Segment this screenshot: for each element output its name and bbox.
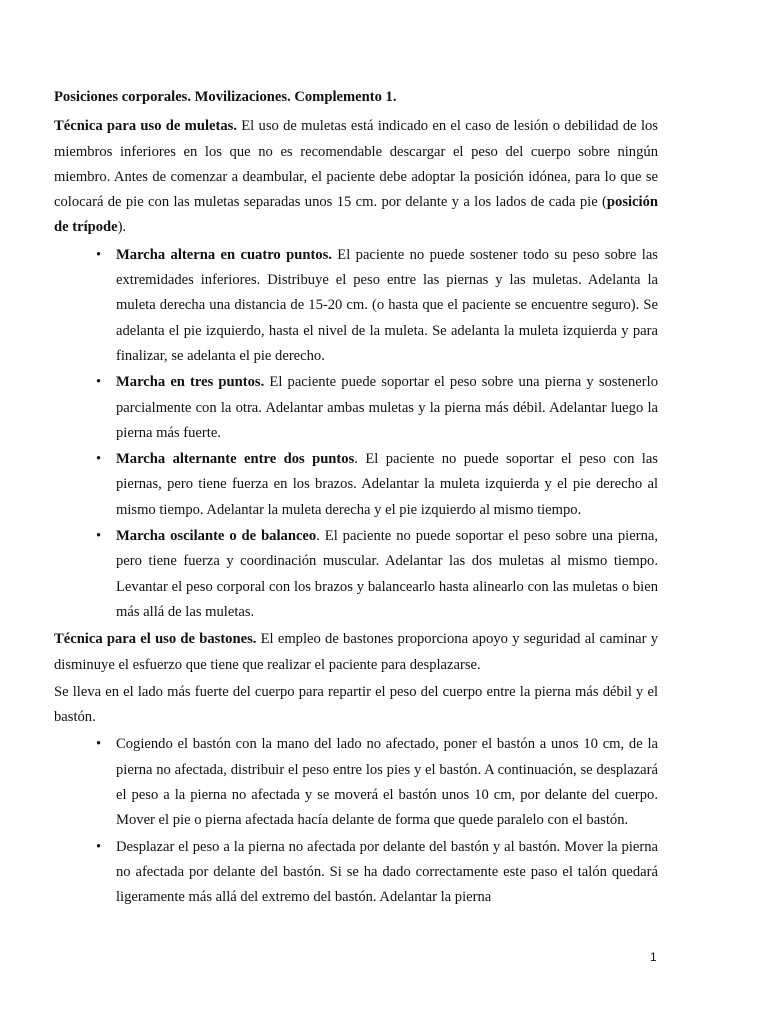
list-item — [54, 370, 658, 446]
list-item — [54, 835, 658, 911]
cane-technique-text: El empleo de bastones proporciona apoyo y seguridad al caminar y disminuye el esfuerzo que tiene que realizar el paciente para desplazarse. — [54, 631, 659, 673]
gait-description: El paciente no puede sostener todo su peso sobre las extremidades inferiores. Distribuye el peso entre las piernas y las muletas. Adelanta la muleta derecha una distancia de 15-20 cm. (o hasta que el paciente se encuentre seguro). Se adelanta el pie izquierdo, hasta el nivel de la muleta. Se adelanta la muleta izquierda y para finalizar, se adelanta el pie derecho. — [116, 246, 658, 364]
crutch-technique-heading: Técnica para uso de muletas. — [54, 118, 237, 135]
bullet-icon: • — [96, 451, 102, 468]
cane-technique-paragraph — [54, 627, 658, 678]
gait-description: . El paciente no puede soportar el peso con las piernas, pero tiene fuerza en los brazos. Adelantar la muleta izquierda y el pie derecho al mismo tiempo. Adelantar la muleta derecha y el pie izquierdo al mismo tiempo. — [116, 451, 658, 518]
crutch-gait-list — [54, 243, 658, 625]
tripod-position-term: posición de trípode — [54, 194, 658, 236]
crutch-technique-text-end: ). — [117, 219, 127, 236]
crutch-technique-text: El uso de muletas está indicado en el caso de lesión o debilidad de los miembros inferiores en los que no es recomendable descargar el peso del cuerpo sobre ningún miembro. Antes de comenzar a deambular, el paciente debe adoptar la posición idónea, para lo que se colocará de pie con las muletas separadas unos 15 cm. por delante y a los lados de cada pie ( — [54, 118, 658, 211]
bullet-icon: • — [96, 374, 102, 391]
gait-name: Marcha alternante entre dos puntos — [116, 451, 355, 468]
cane-technique-heading: Técnica para el uso de bastones. — [54, 631, 257, 648]
bullet-icon: • — [96, 528, 102, 545]
bullet-icon: • — [96, 736, 102, 753]
list-item — [54, 243, 658, 369]
gait-description: El paciente puede soportar el peso sobre una pierna y sostenerlo parcialmente con la otra. Adelantar ambas muletas y la pierna más débil. Adelantar luego la pierna más fuerte. — [116, 374, 658, 441]
gait-name: Marcha en tres puntos. — [116, 374, 265, 391]
cane-step-text: Desplazar el peso a la pierna no afectada por delante del bastón y al bastón. Mover la pierna no afectada por delante del bastón. Si se ha dado correctamente este paso el talón quedará ligeramente más allá del extremo del bastón. Adelantar la pierna — [116, 838, 658, 906]
page-number: 1 — [650, 950, 657, 964]
cane-step-text: Cogiendo el bastón con la mano del lado no afectado, poner el bastón a unos 10 cm, de la pierna no afectada, distribuir el peso entre los pies y el bastón. A continuación, se desplazará el peso a la pierna no afectada y se moverá el bastón unos 10 cm, por delante del cuerpo. Mover el pie o pierna afectada hacía delante de forma que quede paralelo con el bastón. — [116, 736, 658, 829]
bullet-icon: • — [96, 246, 102, 263]
document-title: Posiciones corporales. Movilizaciones. Complemento 1. — [54, 89, 397, 105]
gait-description: . El paciente no puede soportar el peso sobre una pierna, pero tiene fuerza y coordinación muscular. Adelantar las dos muletas al mismo tiempo. Levantar el peso corporal con los brazos y balancearlo hasta alinearlo con las muletas o bien más allá de las muletas. — [116, 528, 658, 620]
list-item — [54, 447, 658, 523]
list-item — [54, 524, 658, 625]
list-item — [54, 732, 658, 833]
cane-usage-paragraph: Se lleva en el lado más fuerte del cuerpo para repartir el peso del cuerpo entre la pierna más débil y el bastón. — [54, 683, 658, 726]
document-body — [54, 85, 658, 913]
crutch-technique-paragraph — [54, 114, 658, 240]
gait-name: Marcha alterna en cuatro puntos. — [116, 246, 332, 263]
gait-name: Marcha oscilante o de balanceo — [116, 528, 317, 545]
bullet-icon: • — [96, 838, 102, 855]
cane-steps-list — [54, 732, 658, 910]
